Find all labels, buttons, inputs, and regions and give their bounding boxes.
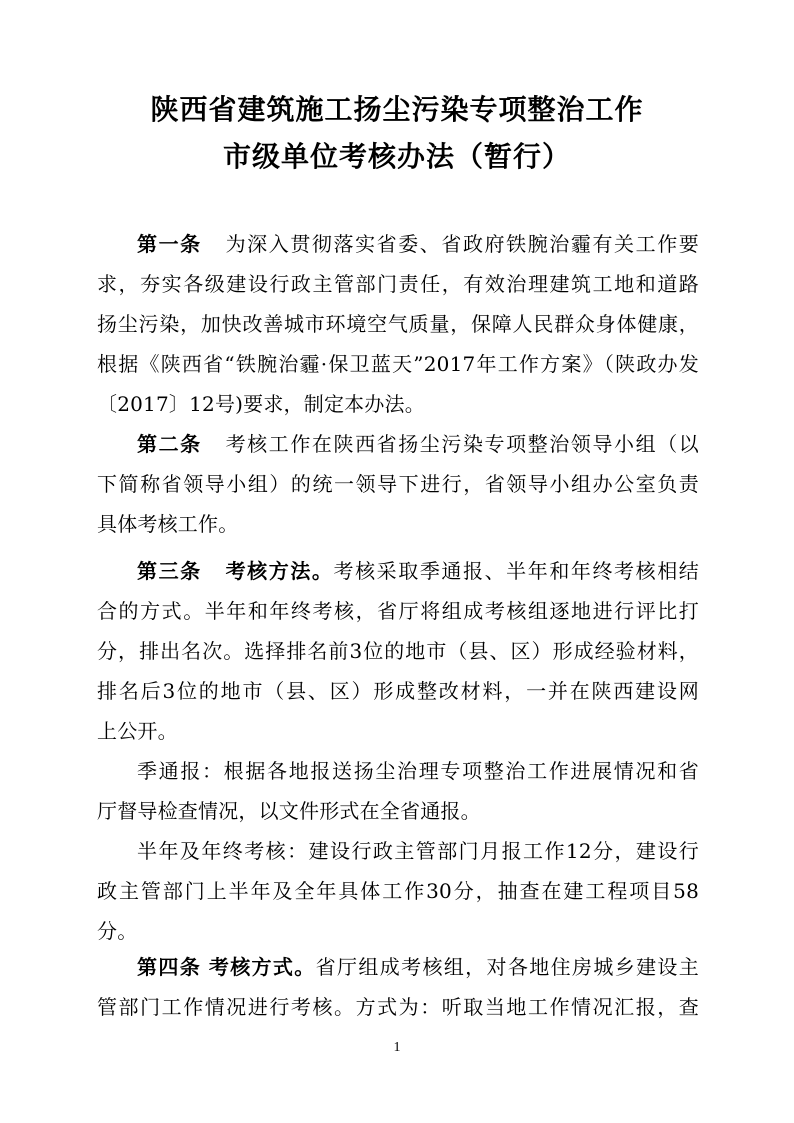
article-3-label: 第三条 bbox=[137, 559, 202, 583]
title-line-2: 市级单位考核办法（暂行） bbox=[222, 140, 571, 173]
article-2-line-2: 下简称省领导小组）的统一领导下进行，省领导小组办公室负责 bbox=[97, 472, 699, 496]
article-3-line-4: 排名后3位的地市（县、区）形成整改材料，一并在陕西建设网 bbox=[97, 679, 699, 703]
half-line-2: 政主管部门上半年及全年具体工作30分，抽查在建工程项目58 bbox=[97, 879, 699, 903]
season-line-2: 厅督导检查情况，以文件形式在全省通报。 bbox=[97, 799, 481, 823]
article-1-line-4: 根据《陕西省“铁腕治霾·保卫蓝天”2017年工作方案》（陕政办发 bbox=[97, 352, 699, 376]
article-4-line-2: 管部门工作情况进行考核。方式为：听取当地工作情况汇报，查 bbox=[97, 995, 699, 1019]
article-2-line-1: 第二条 考核工作在陕西省扬尘污染专项整治领导小组（以 bbox=[137, 432, 699, 456]
article-1-line-1: 第一条 为深入贯彻落实省委、省政府铁腕治霾有关工作要 bbox=[137, 232, 699, 256]
article-1-line-3: 扬尘污染，加快改善城市环境空气质量，保障人民群众身体健康， bbox=[97, 312, 699, 336]
article-3-line-1: 第三条 考核方法。考核采取季通报、半年和年终考核相结 bbox=[137, 559, 700, 583]
article-3-heading: 考核方法。 bbox=[225, 559, 334, 583]
title-line-1: 陕西省建筑施工扬尘污染专项整治工作 bbox=[150, 93, 644, 126]
article-1-line-5: 〔2017〕12号)要求，制定本办法。 bbox=[97, 392, 425, 416]
article-4-line-1: 第四条 考核方式。省厅组成考核组，对各地住房城乡建设主 bbox=[137, 955, 699, 979]
article-4-label: 第四条 bbox=[137, 955, 202, 979]
season-line-1: 季通报：根据各地报送扬尘治理专项整治工作进展情况和省 bbox=[137, 759, 699, 783]
page-number: 1 bbox=[393, 1040, 401, 1055]
article-2-label: 第二条 bbox=[137, 432, 202, 456]
article-1-line-2: 求，夯实各级建设行政主管部门责任，有效治理建筑工地和道路 bbox=[97, 272, 699, 296]
half-line-1: 半年及年终考核：建设行政主管部门月报工作12分，建设行 bbox=[137, 839, 699, 863]
half-line-3: 分。 bbox=[97, 919, 138, 943]
article-3-line-2: 合的方式。半年和年终考核，省厅将组成考核组逐地进行评比打 bbox=[97, 599, 699, 623]
article-1-label: 第一条 bbox=[137, 232, 202, 256]
article-3-line-5: 上公开。 bbox=[97, 719, 178, 743]
article-4-heading: 考核方式。 bbox=[208, 955, 316, 979]
article-2-line-3: 具体考核工作。 bbox=[97, 512, 239, 536]
article-3-line-3: 分，排出名次。选择排名前3位的地市（县、区）形成经验材料， bbox=[97, 639, 699, 663]
